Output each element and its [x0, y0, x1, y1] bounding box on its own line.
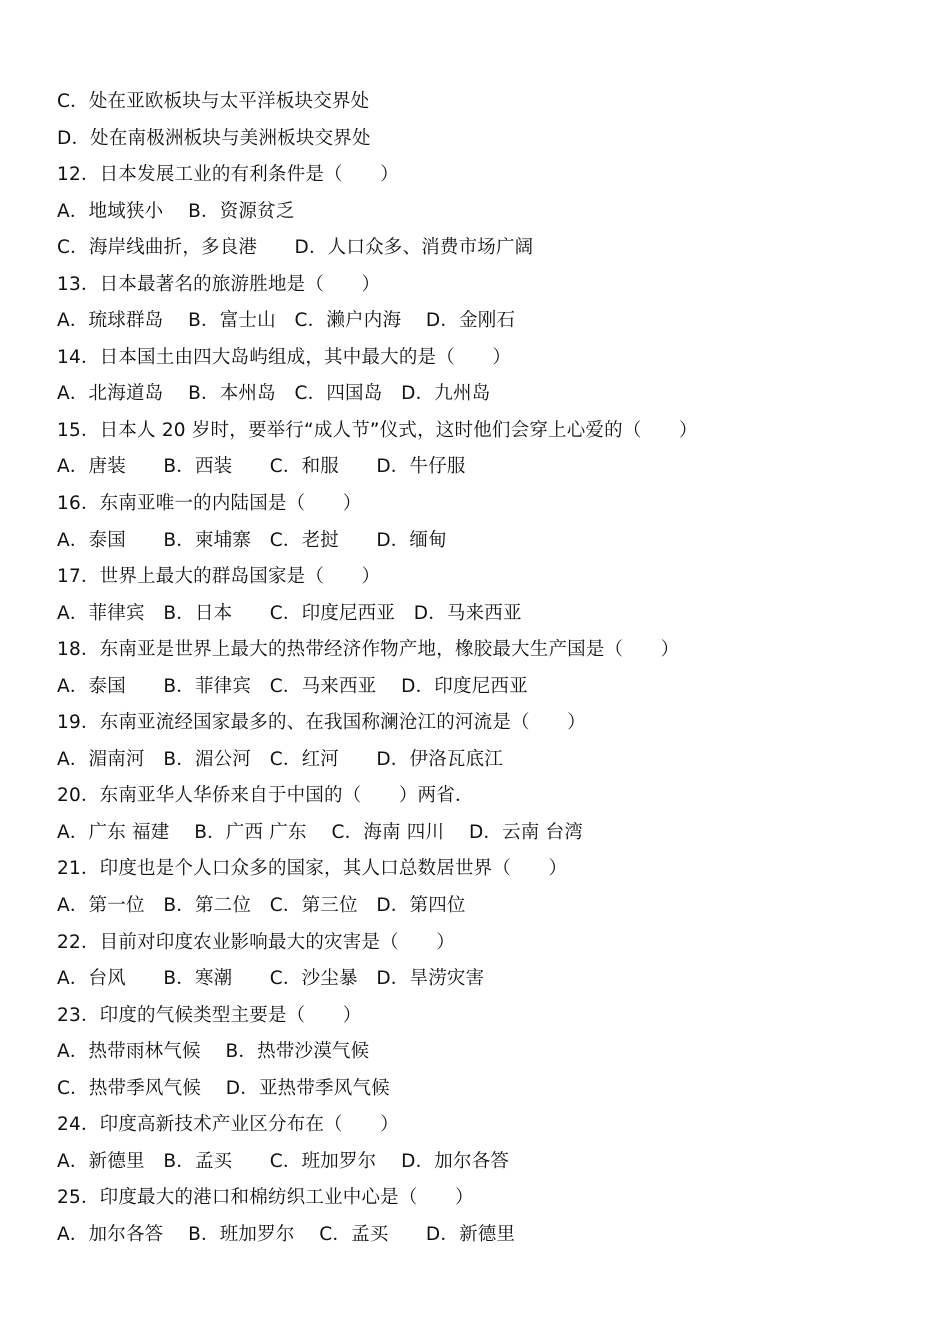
options-18: A．泰国 B．菲律宾 C．马来西亚 D．印度尼西亚 [57, 675, 528, 697]
document-body [57, 84, 917, 1254]
options-24: A．新德里 B．孟买 C．班加罗尔 D．加尔各答 [57, 1150, 510, 1172]
options-12-cont: C．海岸线曲折，多良港 D．人口众多、消费市场广阔 [57, 237, 534, 259]
options-20: A．广东 福建 B．广西 广东 C．海南 四川 D．云南 台湾 [57, 821, 583, 843]
options-13: A．琉球群岛 B．富士山 C．濑户内海 D．金刚石 [57, 310, 516, 332]
options-23-cont: C．热带季风气候 D．亚热带季风气候 [57, 1077, 390, 1099]
question-12: 12．日本发展工业的有利条件是（ ） [57, 164, 399, 186]
question-22: 22．目前对印度农业影响最大的灾害是（ ） [57, 931, 455, 953]
question-20: 20．东南亚华人华侨来自于中国的（ ）两省． [57, 785, 474, 807]
option-line: D．处在南极洲板块与美洲板块交界处 [57, 127, 371, 149]
options-25: A．加尔各答 B．班加罗尔 C．孟买 D．新德里 [57, 1223, 516, 1245]
question-13: 13．日本最著名的旅游胜地是（ ） [57, 273, 381, 295]
options-14: A．北海道岛 B．本州岛 C．四国岛 D．九州岛 [57, 383, 491, 405]
options-15: A．唐装 B．西装 C．和服 D．牛仔服 [57, 456, 466, 478]
question-15: 15．日本人 20 岁时，要举行“成人节”仪式，这时他们会穿上心爱的（ ） [57, 419, 698, 441]
question-14: 14．日本国土由四大岛屿组成，其中最大的是（ ） [57, 346, 512, 368]
option-line: C．处在亚欧板块与太平洋板块交界处 [57, 91, 370, 112]
options-12: A．地域狭小 B．资源贫乏 [57, 200, 295, 222]
question-23: 23．印度的气候类型主要是（ ） [57, 1004, 362, 1026]
options-23: A．热带雨林气候 B．热带沙漠气候 [57, 1041, 370, 1063]
options-19: A．湄南河 B．湄公河 C．红河 D．伊洛瓦底江 [57, 748, 504, 770]
options-22: A．台风 B．寒潮 C．沙尘暴 D．旱涝灾害 [57, 968, 485, 990]
question-24: 24．印度高新技术产业区分布在（ ） [57, 1114, 399, 1136]
options-17: A．菲律宾 B．日本 C．印度尼西亚 D．马来西亚 [57, 602, 522, 624]
question-18: 18．东南亚是世界上最大的热带经济作物产地，橡胶最大生产国是（ ） [57, 639, 680, 661]
question-21: 21．印度也是个人口众多的国家，其人口总数居世界（ ） [57, 858, 568, 880]
question-17: 17．世界上最大的群岛国家是（ ） [57, 566, 381, 588]
question-19: 19．东南亚流经国家最多的、在我国称澜沧江的河流是（ ） [57, 712, 586, 734]
question-16: 16．东南亚唯一的内陆国是（ ） [57, 493, 362, 515]
options-21: A．第一位 B．第二位 C．第三位 D．第四位 [57, 895, 466, 917]
options-16: A．泰国 B．柬埔寨 C．老挝 D．缅甸 [57, 529, 447, 551]
question-25: 25．印度最大的港口和棉纺织工业中心是（ ） [57, 1187, 474, 1209]
